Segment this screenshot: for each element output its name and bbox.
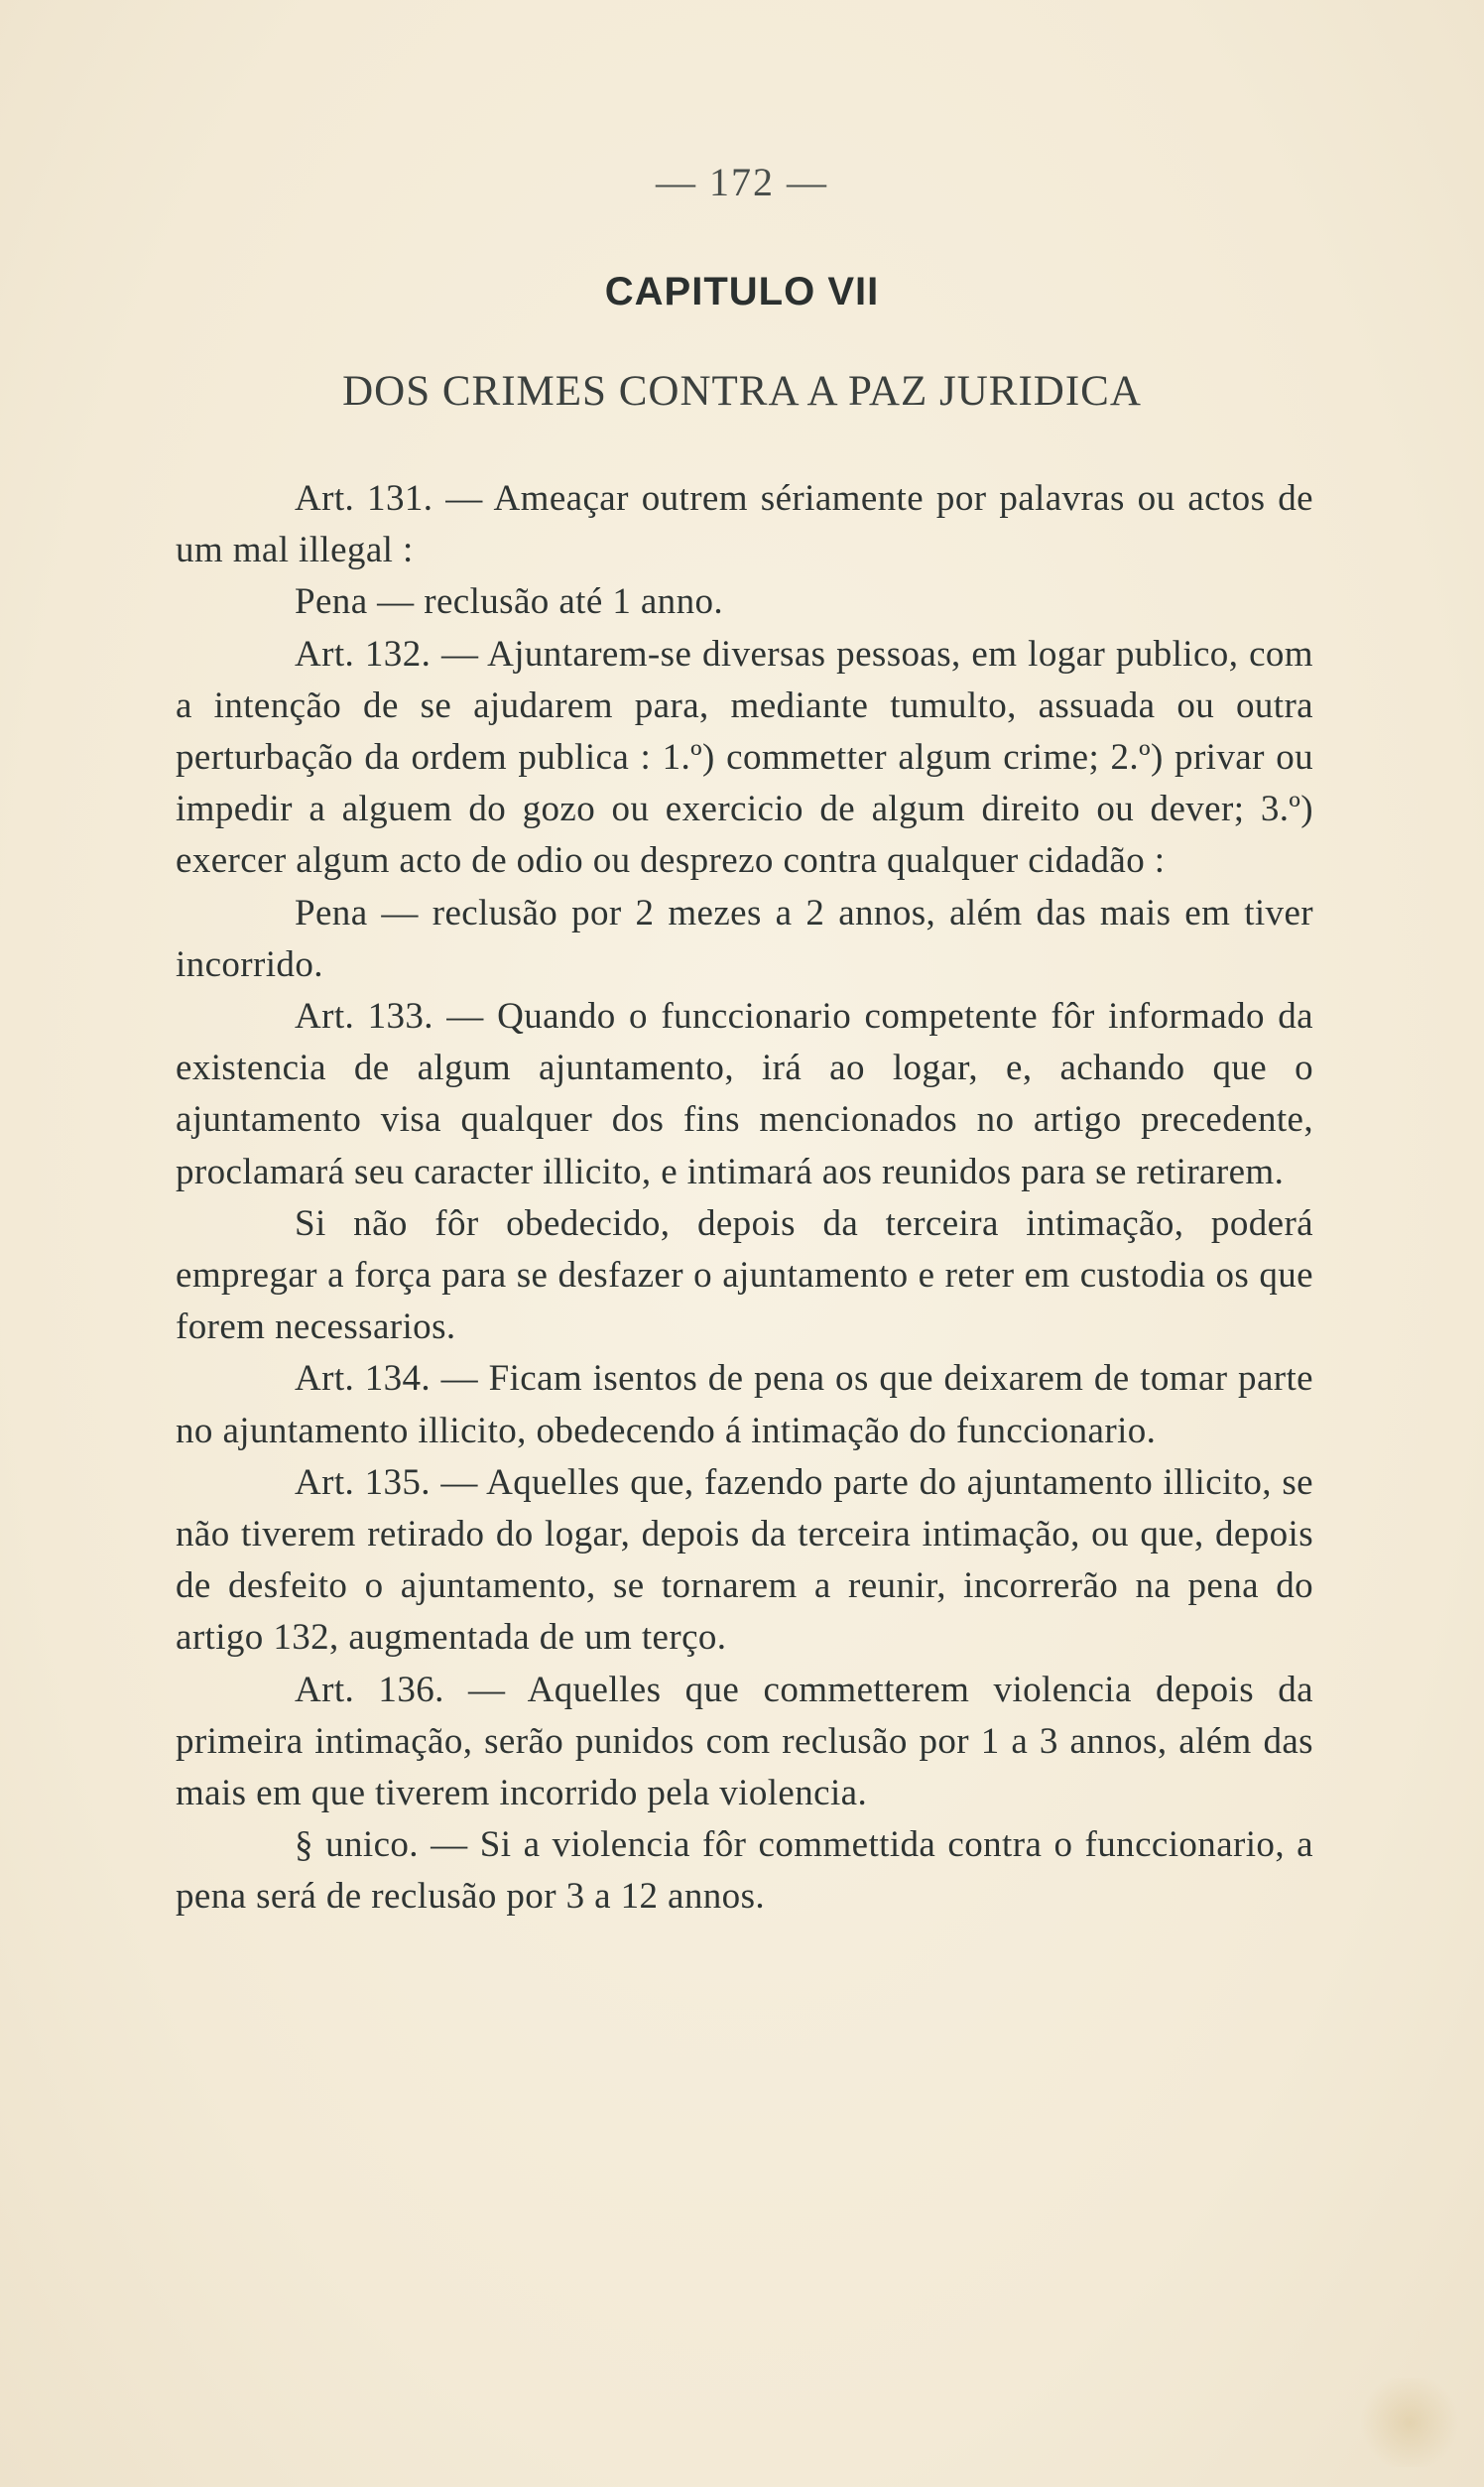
paragraph-art-135: Art. 135. — Aquelles que, fazendo parte do ajuntamento illicito, se não tiverem retirado do logar, depois da terceira intimação, ou que, depois de desfeito o ajuntamento, se tornarem a reunir, incorrerão na pena do artigo 132, augmentada de um terço. [176,1461,1313,1659]
paragraph-art-131: Art. 131. — Ameaçar outrem sériamente por palavras ou actos de um mal illegal : [176,478,1313,571]
paragraph-art-133: Art. 133. — Quando o funccionario competente fôr informado da existencia de algum ajuntamento, irá ao logar, e, achando que o ajuntamento visa qualquer dos fins mencionados no artigo precedente, proclamará seu caracter illicito, e intimará aos reunidos para se retirarem. [176,996,1313,1192]
paragraph-pena-131: Pena — reclusão até 1 anno. [295,581,724,623]
paragraph-art-134: Art. 134. — Ficam isentos de pena os que deixarem de tomar parte no ajuntamento illicito, obedecendo á intimação do funccionario. [176,1358,1313,1451]
chapter-subtitle: DOS CRIMES CONTRA A PAZ JURIDICA [342,368,1142,415]
chapter-title: CAPITULO VII [604,270,880,313]
page-number: — 172 — [656,160,828,204]
paper-stain [1355,2378,1464,2467]
paragraph-pena-132: Pena — reclusão por 2 mezes a 2 annos, além das mais em tiver incorrido. [176,892,1313,985]
paragraph-art-133-cont: Si não fôr obedecido, depois da terceira intimação, poderá empregar a força para se desfazer o ajuntamento e reter em custodia os que forem necessarios. [176,1202,1313,1348]
paragraph-art-132: Art. 132. — Ajuntarem-se diversas pessoas, em logar publico, com a intenção de se ajudarem para, mediante tumulto, assuada ou outra perturbação da ordem publica : 1.º) commetter algum crime; 2.º) privar ou impedir a alguem do gozo ou exercicio de algum direito ou dever; 3.º) exercer algum acto de odio ou desprezo contra qualquer cidadão : [176,633,1313,882]
paragraph-paragrafo-unico: § unico. — Si a violencia fôr commettida contra o funccionario, a pena será de reclusão por 3 a 12 annos. [176,1824,1313,1918]
body-text [176,473,1313,1924]
paragraph-art-136: Art. 136. — Aquelles que commetterem violencia depois da primeira intimação, serão punidos com reclusão por 1 a 3 annos, além das mais em que tiverem incorrido pela violencia. [176,1669,1313,1814]
